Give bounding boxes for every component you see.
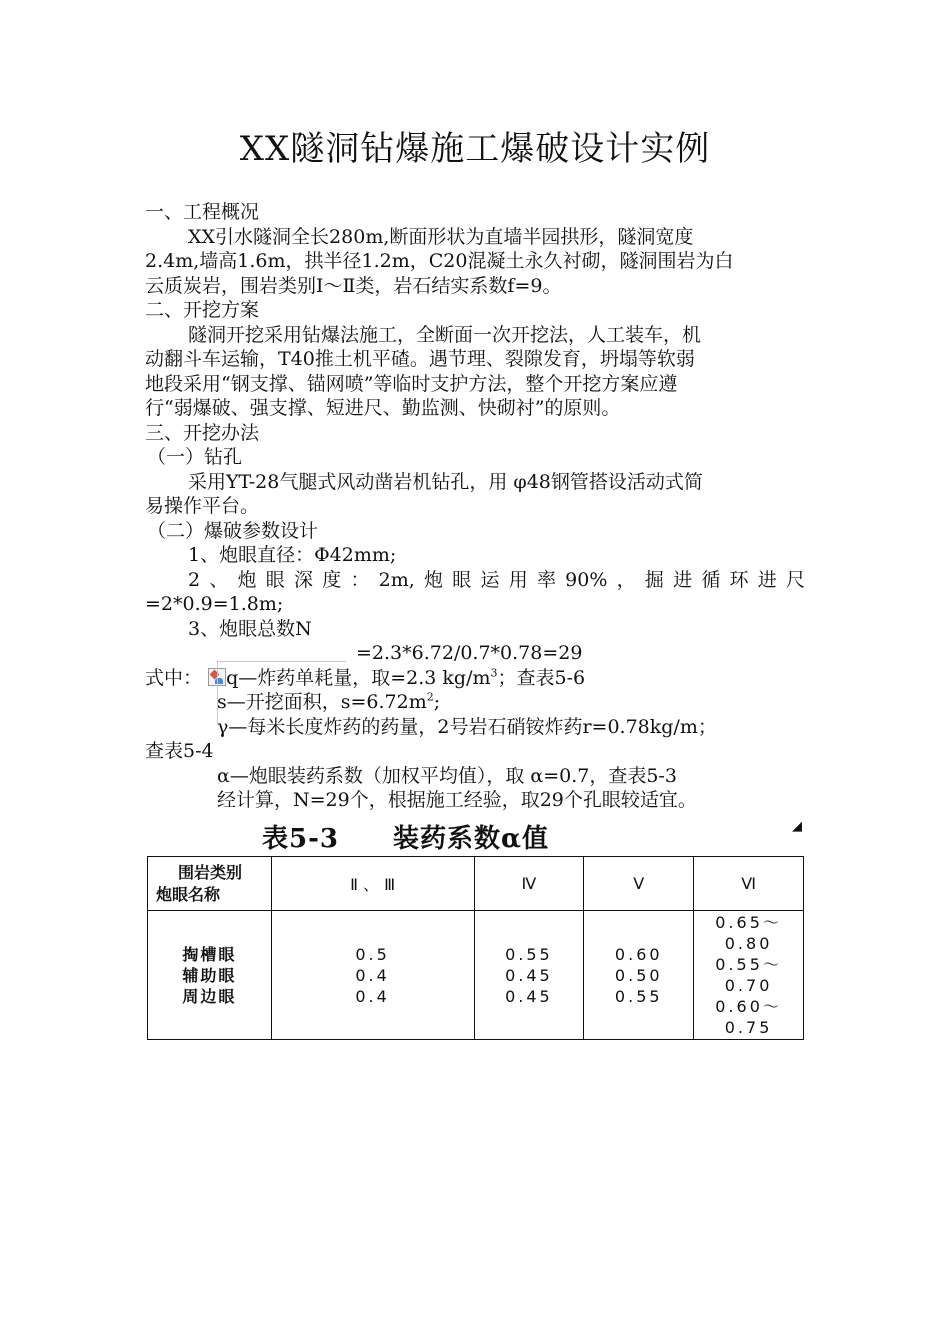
- charge-coefficient-table: [147, 856, 804, 1040]
- cell-value: 0.55: [614, 986, 663, 1006]
- superscript: 3: [490, 666, 498, 680]
- table-row: [148, 911, 804, 1040]
- table-corner-cell: [148, 857, 272, 911]
- list-item: 3、炮眼总数N: [188, 617, 312, 640]
- legend-s: s—开挖面积，s=6.72m: [217, 691, 427, 713]
- document-body: [145, 200, 805, 813]
- table-header-cell: Ⅵ: [694, 857, 804, 911]
- cell-value: 0.4: [355, 965, 390, 985]
- list-item: 1、炮眼直径：Φ42mm;: [188, 544, 397, 566]
- cell-value: 0.55: [505, 944, 553, 964]
- section-heading-plan: 二、开挖方案: [145, 299, 260, 321]
- corner-label-hole: 炮眼名称: [156, 884, 221, 904]
- legend-q-tail: ；查表5-6: [497, 666, 586, 689]
- table-cell: [474, 911, 584, 1040]
- table-header-cell: Ⅴ: [584, 857, 694, 911]
- table-cell: [271, 911, 474, 1040]
- row-name: 周边眼: [182, 986, 237, 1006]
- cell-value: 0.65～: [715, 913, 782, 932]
- section-heading-method: 三、开挖办法: [145, 421, 260, 444]
- paragraph-line: XX引水隧洞全长280m,断面形状为直墙半园拱形，隧洞宽度: [188, 225, 694, 248]
- superscript: 2: [426, 690, 434, 704]
- table-header-row: [148, 857, 804, 911]
- subsection-heading-parameters: （二）爆破参数设计: [147, 519, 319, 542]
- table-header-cell: Ⅱ 、 Ⅲ: [271, 857, 474, 911]
- paragraph-line: 行“弱爆破、强支撑、短进尺、勤监测、快砌衬”的原则。: [145, 397, 621, 419]
- legend-label: 式中：: [145, 666, 203, 689]
- section-heading-overview: 一、工程概况: [145, 201, 260, 223]
- formula-legend: γ—每米长度炸药的药量，2号岩石硝铵炸药r=0.78kg/m；: [217, 715, 717, 738]
- table-cell: [694, 911, 804, 1040]
- paragraph-line: 易操作平台。: [145, 495, 260, 517]
- legend-q: q—炸药单耗量，取=2.3 kg/m: [226, 666, 491, 689]
- paragraph-line: 2.4m,墙高1.6m，拱半径1.2m，C20混凝土永久衬砌，隧洞围岩为白: [145, 250, 734, 272]
- paragraph-line: 查表5-4: [145, 740, 214, 762]
- paragraph-line: =2*0.9=1.8m;: [145, 593, 284, 615]
- cell-value: 0.45: [505, 965, 553, 985]
- cell-value: 0.60～: [715, 997, 782, 1016]
- cell-value: 0.45: [505, 986, 553, 1006]
- paragraph-line: 经计算，N=29个，根据施工经验，取29个孔眼较适宜。: [217, 789, 697, 811]
- paragraph-line: 动翻斗车运输，T40推土机平碴。遇节理、裂隙发育，坍塌等软弱: [145, 348, 695, 370]
- broken-image-icon: [208, 668, 226, 686]
- table-header-cell: Ⅳ: [474, 857, 584, 911]
- table-cell: [584, 911, 694, 1040]
- table-caption: 表5-3 装药系数α值: [262, 824, 549, 854]
- cell-value: 0.5: [355, 944, 390, 964]
- formula-legend: [145, 690, 805, 715]
- legend-s-tail: ;: [433, 691, 441, 713]
- cell-value: 0.80: [724, 934, 773, 953]
- row-name: 辅助眼: [182, 965, 237, 985]
- subsection-heading-drilling: （一）钻孔: [147, 446, 243, 468]
- page-title: XX隧洞钻爆施工爆破设计实例: [239, 129, 711, 169]
- row-name: 掏槽眼: [182, 944, 237, 964]
- cell-value: 0.4: [355, 986, 390, 1006]
- cell-value: 0.70: [724, 976, 773, 995]
- list-item: 2、炮眼深度：2m,炮眼运用率90%，掘进循环进尺: [188, 568, 805, 591]
- formula-legend: [145, 666, 805, 691]
- corner-label-rock: 围岩类别: [178, 862, 243, 882]
- corner-mark-icon: ◢: [792, 819, 802, 834]
- cell-value: 0.75: [724, 1018, 773, 1037]
- paragraph-line: 地段采用“钢支撑、锚网喷”等临时支护方法，整个开挖方案应遵: [145, 372, 678, 395]
- paragraph-line: 云质炭岩，围岩类别Ⅰ～Ⅱ类，岩石结实系数f=9。: [145, 274, 562, 297]
- cell-value: 0.60: [614, 944, 663, 964]
- cell-value: 0.55～: [715, 955, 782, 974]
- formula-legend: α—炮眼装药系数（加权平均值），取 α=0.7，查表5-3: [217, 764, 677, 787]
- cell-value: 0.50: [614, 965, 663, 985]
- paragraph-line: 采用YT-28气腿式风动凿岩机钻孔，用 φ48钢管搭设活动式简: [188, 470, 703, 493]
- row-names-cell: [148, 911, 272, 1040]
- paragraph-line: 隧洞开挖采用钻爆法施工，全断面一次开挖法，人工装车，机: [188, 323, 702, 346]
- formula: =2.3*6.72/0.7*0.78=29: [356, 642, 583, 664]
